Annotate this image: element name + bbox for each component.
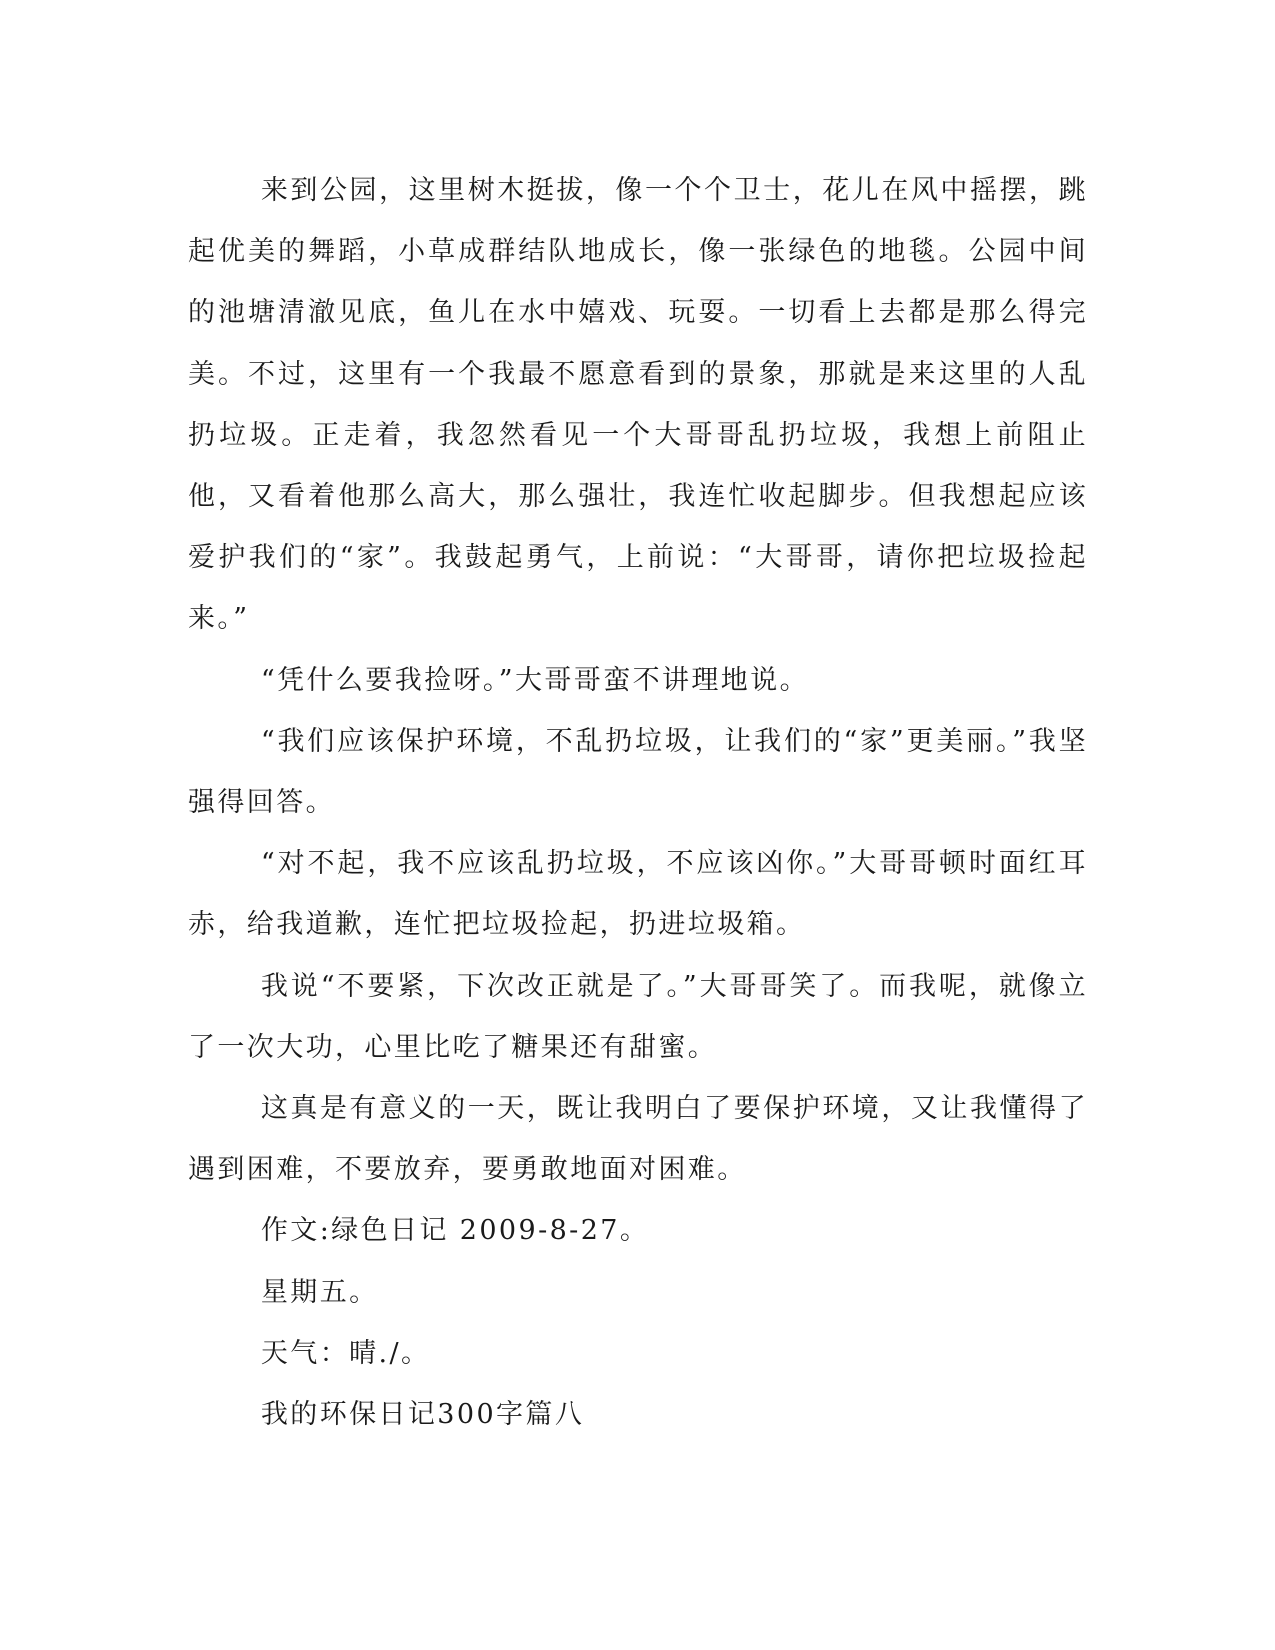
diary-weather: 天气：晴./。 — [260, 1337, 431, 1369]
paragraph-my-answer: “我们应该保护环境，不乱扔垃圾，让我们的“家”更美丽。”我坚强得回答。 — [188, 725, 1088, 819]
diary-title-date: 作文:绿色日记 2009-8-27。 — [260, 1215, 650, 1247]
next-article-heading: 我的环保日记300字篇八 — [260, 1399, 585, 1431]
diary-weekday: 星期五。 — [260, 1276, 379, 1308]
paragraph-brother-reply: “凭什么要我捡呀。”大哥哥蛮不讲理地说。 — [260, 664, 809, 696]
paragraph-apology: “对不起，我不应该乱扔垃圾，不应该凶你。”大哥哥顿时面红耳赤，给我道歉，连忙把垃圾捡起，扔进垃圾箱。 — [188, 848, 1088, 941]
paragraph-conclusion: 这真是有意义的一天，既让我明白了要保护环境，又让我懂得了遇到困难，不要放弃，要勇敢地面对困难。 — [188, 1093, 1088, 1186]
paragraph-park-scene: 来到公园，这里树木挺拔，像一个个卫士，花儿在风中摇摆，跳起优美的舞蹈，小草成群结队地成长，像一张绿色的地毯。公园中间的池塘清澈见底，鱼儿在水中嬉戏、玩耍。一切看上去都是那么得完美。不过，这里有一个我最不愿意看到的景象，那就是来这里的人乱扔垃圾。正走着，我忽然看见一个大哥哥乱扔垃圾，我想上前阻止他，又看着他那么高大，那么强壮，我连忙收起脚步。但我想起应该爱护我们的“家”。我鼓起勇气，上前说：“大哥哥，请你把垃圾捡起来。” — [188, 175, 1088, 635]
document-body — [188, 160, 1088, 1445]
paragraph-forgiveness: 我说“不要紧，下次改正就是了。”大哥哥笑了。而我呢，就像立了一次大功，心里比吃了糖果还有甜蜜。 — [188, 970, 1088, 1063]
